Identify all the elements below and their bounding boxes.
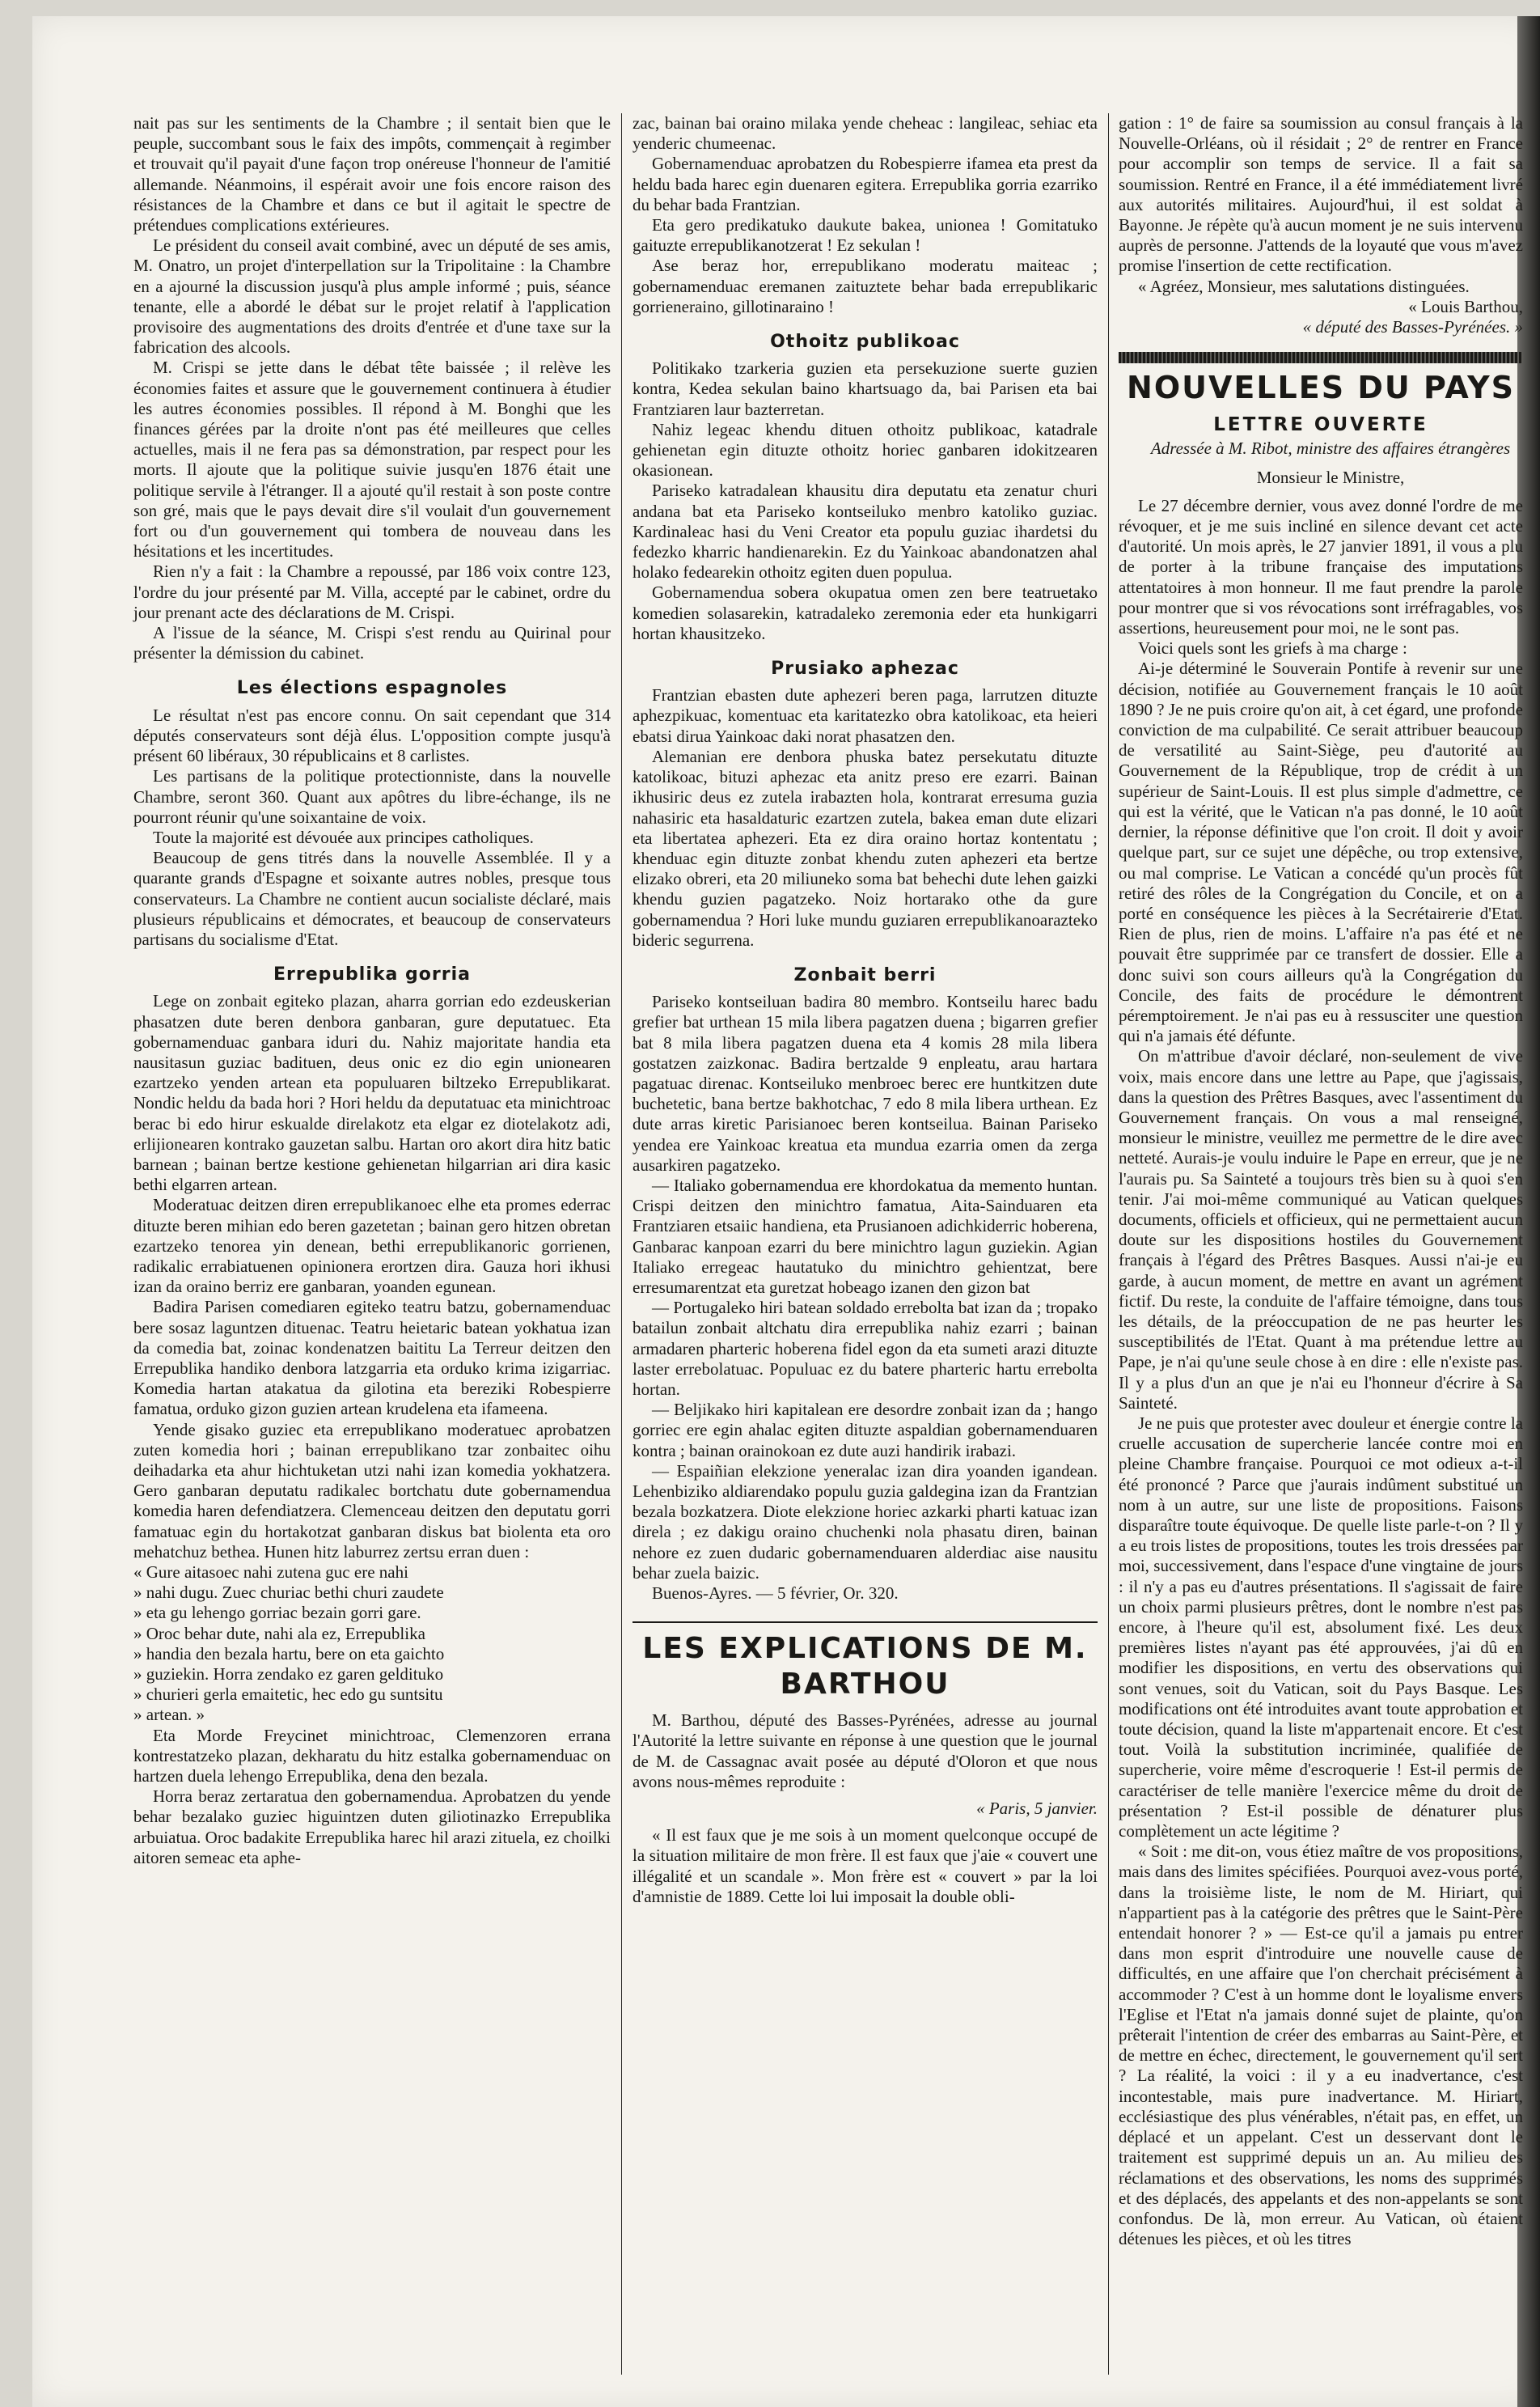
col2-para-15: — Espaiñian elekzione yeneralac izan dira yoanden igandean. Lehenbiziko aldiarendako populu guzia galdegina izan da Frantzian bezala bozkatzera. Diote elekzione horiec azkarki pharti katuac izan direla ; ez dakigu oraino chuchenki nola phasatu diren, bainan nehore ez zuen dudaric gobernamenduaren alderdiac aise nausitu behar zuela baizic. — [632, 1460, 1098, 1583]
col1-para-5: A l'issue de la séance, M. Crispi s'est rendu au Quirinal pour présenter la démission du cabinet. — [133, 623, 611, 663]
quote-line-6: » guziekin. Horra zendako ez garen geldituko — [133, 1664, 444, 1684]
col1-para-9: Beaucoup de gens titrés dans la nouvelle Assemblée. Il y a quarante grands d'Espagne et soixante autres nobles, presque tous conservateurs. La Chambre ne contient aucun socialiste déclaré, mais plusieurs républicains et démocrates, et beaucoup de conservateurs partisans du socialisme d'Etat. — [133, 848, 611, 949]
heading-errepublika-gorria: Errepublika gorria — [273, 964, 471, 985]
column-divider-1 — [621, 113, 622, 2375]
col2-para-7: Pariseko katradalean khausitu dira deputatu eta zenatur churi andana bat eta Pariseko kontseiluko menbro katoliko guziac. Kardinaleac hasi du Veni Creator eta populu guziac ihardetsi du fedezko kharric handienarekin. Ez du Yainkoac abandonatzen ahal holako fedearekin othoitz egiten duen populua. — [632, 481, 1098, 583]
col1-para-14: Eta Morde Freycinet minichtroac, Clemenzoren errana kontrestatzeko plazan, dekharatu du hitz estalka gobernamenduac on hartzen duela lehengo Errepublika, dena den bezala. — [133, 1725, 611, 1786]
heading-othoitz-publikoac: Othoitz publikoac — [770, 332, 960, 353]
col1-para-10: Lege on zonbait egiteko plazan, aharra gorrian edo ezdeuskerian phasatzen dute beren denbora ganbaran, gure deputatuec. Eta gobernamenduac ganbara iduri du. Nahiz majoritate handia eta nausitasun guziac badituen, deus onic ez dio egin unionearen ezartzeko yenden artean eta populuaren biltzeko Errepublikarat. Nondic heldu da bada hori ? Hori heldu da deputatuac eta minichtroac berac bi edo hirur eskualde direlakotz eta elgar ez diotelakotz adi, erlijionearen kontrako gauzetan salbu. Hartan oro akort dira hitz batic barnean ; bainan bertze kestione gehienetan hilgarrian ari dira kasic bethi elgarren artean. — [133, 991, 611, 1195]
col1-para-4: Rien n'y a fait : la Chambre a repoussé, par 186 voix contre 123, l'ordre du jour présenté par M. Villa, accepté par le cabinet, ordre du jour prenant acte des déclarations de M. Crispi. — [133, 561, 611, 622]
col3-para-3: Le 27 décembre dernier, vous avez donné l'ordre de me révoquer, et je me suis incliné en silence devant cet acte d'autorité. Un mois après, le 27 janvier 1891, il vous a plu de porter à la tribune française des imputations attentatoires à mon honneur. Il me faut prendre la parole pour montrer que si vos révocations sont irréfragables, vos assertions, heureusement pour moi, ne le sont pas. — [1119, 495, 1523, 638]
exchange-rate-line: Buenos-Ayres. — 5 février, Or. 320. — [652, 1583, 899, 1604]
column-1 — [133, 113, 611, 1868]
col3-para-2: « Agréez, Monsieur, mes salutations distinguées. — [1138, 276, 1470, 296]
col1-para-6: Le résultat n'est pas encore connu. On sait cependant que 314 députés conservateurs sont déjà élus. L'opposition compte jusqu'à présent 60 libéraux, 30 républicains et 8 carlistes. — [133, 705, 611, 766]
col2-para-2: Gobernamenduac aprobatzen du Robespierre ifamea eta prest da heldu bada harec egin duenaren egitera. Errepublika gorria ezarriko du behar bada Frantzian. — [632, 154, 1098, 214]
heading-explications-barthou: LES EXPLICATIONS DE M. BARTHOU — [632, 1621, 1098, 1702]
quote-line-1: « Gure aitasoec nahi zutena guc ere nahi — [133, 1562, 408, 1583]
col2-para-1: zac, bainan bai oraino milaka yende cheheac : langileac, sehiac eta yenderic chumeenac. — [632, 113, 1098, 154]
letter-dateline: « Paris, 5 janvier. — [976, 1799, 1098, 1819]
quote-line-8: » artean. » — [133, 1705, 205, 1725]
col1-para-13: Yende gisako guziec eta errepublikano moderatuec aprobatzen zuten komedia hori ; bainan errepublikano tzar zonbaitec oihu deihadarka eta ahur hichtuketan utzi nahi izan komedia yokhatzera. Gero ganbaran deputatu radikalec bortchatu dute gobernamendua komedia haren defendiatzera. Clemenceau deitzen den deputatu gorri famatuac egin du hortakotzat ganbaran diskus bat biolenta eta oro mehatchuz bethea. Hunen hitz laburrez zertsu erran duen : — [133, 1419, 611, 1562]
col2-para-4: Ase beraz hor, errepublikano moderatu maiteac ; gobernamenduac eremanen zaituztete behar bada errepublikaric gorrieneraino, gillotinaraino ! — [632, 256, 1098, 316]
col2-para-6: Nahiz legeac khendu dituen othoitz publikoac, katadrale gehienetan egin dituzte othoitz horiec ganbaren idokitzearen okasionean. — [632, 419, 1098, 481]
heading-nouvelles-du-pays: NOUVELLES DU PAYS — [1127, 370, 1515, 406]
col2-para-9: Frantzian ebasten dute aphezeri beren paga, larrutzen dituzte aphezpikuac, komentuac eta karitatezko obra katolikoac, eta heieri ebatsi dirua Yainkoac daki norat phasatzen den. — [632, 685, 1098, 746]
quote-line-3: » eta gu lehengo gorriac bezain gorri gare. — [133, 1603, 421, 1623]
heading-lettre-ouverte: LETTRE OUVERTE — [1213, 414, 1428, 436]
col1-para-15: Horra beraz zertaratua den gobernamendua. Aprobatzen du yende behar bezalako guziec higuintzen duten giliotinazko Errepublika arbuiatua. Oroc badakite Errepublika harec hil arazi zituela, ez choilki aitoren semeac eta aphe- — [133, 1786, 611, 1867]
quote-line-4: » Oroc behar dute, nahi ala ez, Errepublika — [133, 1623, 425, 1643]
col1-para-12: Badira Parisen comediaren egiteko teatru batzu, gobernamenduac bere sosaz laguntzen dituenac. Teatru heietaric batean yokhatua izan da comedia bat, zoinac kondenatzen baititu La Terreur deitzen den Errepublika handiko denbora latzgarria eta orduko krima izigarriac. Komedia hartan atakatua da gilotina eta bereziki Robespierre famatua, orduko gizon guzien artean krudelena eta ifameena. — [133, 1297, 611, 1419]
heading-elections-espagnoles: Les élections espagnoles — [236, 678, 508, 699]
col3-para-8: « Soit : me dit-on, vous étiez maître de vos propositions, mais dans des limites spécifiées. Pourquoi avez-vous porté, dans la troisième liste, le nom de M. Hiriart, qui n'appartient pas à la catégorie des prêtres que le Saint-Père entendait honorer ? » — Est-ce qu'il a jamais pu entrer dans mon esprit d'introduire une nouvelle cause de difficultés, en une affaire que l'on cherchait précisément à accommoder ? C'est à un homme dont le loyalisme envers l'Eglise et l'Etat n'a jamais donné sujet de plainte, qu'on prêterait l'intention de créer des embarras au Saint-Père, et de mettre en échec, directement, le gouvernement qu'il sert ? La réalité, la voici : il y a eu inadvertance, c'est incontestable, mais pure inadvertance. M. Hiriart, ecclésiastique des plus vénérables, n'était pas, en effet, un déplacé et un appelant. C'est un desservant dont le traitement est supprimé depuis un an. Au milieu des réclamations et des observations, les noms des supprimés et des déplacés, des appelants et des non-appelants se sont confondus. De là, mon erreur. Au Vatican, où étaient détenues les pièces, et où les titres — [1119, 1841, 1523, 2249]
col1-para-7: Les partisans de la politique protectionniste, dans la nouvelle Chambre, seront 360. Quant aux apôtres du libre-échange, ils ne pourront réunir qu'une soixantaine de voix. — [133, 766, 611, 827]
col2-para-10: Alemanian ere denbora phuska batez persekutatu dituzte katolikoac, bituzi aphezac eta anitz preso ere ezarri. Bainan ikhusiric deus ez zutela irabazten hola, kontrarat erresuma guzia nahasiric eta hasaldaturic ezartzen zutela, bakea eman dute elizari eta libertatea aphezeri. Eta ez dira oraino hortaz kontentatu ; khenduac egin dituzte zonbat khendu zuten aphezeri eta bertze elizako obreri, eta 20 miliuneko soma bat behechi dute lehen gaizki khendu guzien pagatzeko. Noiz hortarako othe da gure gobernamendua ? Hori luke mundu guziaren errepublikanoarazteko bideric segurrena. — [632, 746, 1098, 950]
col2-para-5: Politikako tzarkeria guzien eta persekuzione suerte guzien kontra, Kedea sekulan baino khartsuago da, bai Parisen eta bai Frantziaren laur bazterretan. — [632, 358, 1098, 419]
col2-para-16: M. Barthou, député des Basses-Pyrénées, adresse au journal l'Autorité la lettre suivante en réponse à une question que le journal de M. de Cassagnac avait posée au député d'Oloron et que nous avons nous-mêmes reproduite : — [632, 1710, 1098, 1791]
col2-para-3: Eta gero predikatuko daukute bakea, unionea ! Gomitatuko gaituzte errepublikanotzerat ! Ez sekulan ! — [632, 215, 1098, 256]
column-divider-2 — [1108, 113, 1109, 2375]
col3-para-4: Voici quels sont les griefs à ma charge : — [1138, 638, 1407, 659]
col1-para-2: Le président du conseil avait combiné, avec un député de ses amis, M. Onatro, un projet d'interpellation sur la Tripolitaine : la Chambre en a ajourné la discussion jusqu'à plus ample informé ; puis, séance tenante, elle a abordé le débat sur le projet relatif à l'application provisoire des augmentations des droits d'entrée et d'une taxe sur la fabrication des alcools. — [133, 235, 611, 358]
col2-para-17: « Il est faux que je me sois à un moment quelconque occupé de la situation militaire de mon frère. Il est faux que j'aie « couvert une illégalité et un scandale ». Mon frère est « couvert » par la loi d'amnistie de 1889. Cette loi lui imposait la double obli- — [632, 1825, 1098, 1906]
quote-line-7: » churieri gerla emaitetic, hec edo gu suntsitu — [133, 1684, 443, 1705]
signature-title: « député des Basses-Pyrénées. » — [1302, 317, 1523, 337]
heading-zonbait-berri: Zonbait berri — [793, 964, 937, 985]
signature-name: « Louis Barthou, — [1408, 296, 1523, 316]
quote-line-5: » handia den bezala hartu, bere on eta gaichto — [133, 1643, 445, 1663]
col2-para-12: — Italiako gobernamendua ere khordokatua da memento huntan. Crispi deitzen den minichtro famatua, Aita-Sainduaren eta Frantziaren etsaiic handiena, eta Prusianoen adichkiderric hoberena, Ganbarac kanpoan ezarri du bere minichtro lagun guziekin. Agian Italiako erregeac hautatuko du minichtro gehientzat, bere erresumarentzat eta guretzat hobeago izanen den gizon bat — [632, 1175, 1098, 1297]
quote-line-2: » nahi dugu. Zuec churiac bethi churi zaudete — [133, 1583, 444, 1603]
col3-para-7: Je ne puis que protester avec douleur et énergie contre la cruelle accusation de supercherie lancée contre moi en pleine Chambre française. Pourquoi ce mot odieux a-t-il été prononcé ? Parce que j'aurais indûment substitué un nom à un autre, sur une liste de propositions. Faisons disparaître toute équivoque. De quelle liste parle-t-on ? Il y a eu trois listes de propositions, toutes les trois dressées par moi, successivement, dans l'espace d'une vingtaine de jours : il n'y a pas eu d'autres présentations. Il s'agissait de faire un choix parmi plusieurs prêtres, dont le nombre n'est pas encore, à l'heure qu'il est, absolument fixé. Les deux premières listes n'ayant pas été approuvées, j'ai dû en modifier les dispositions, en vertu des observations qui sont venues, soit du Vatican, soit du Pays Basque. Les modifications ont été introduites avant toute approbation et toute décision, quand la liste m'appartenait encore. Et c'est tout. Voilà la substitution incriminée, qualifiée de supercherie, voire même d'escroquerie ! Est-il permis de caractériser de telle manière l'exercice même du droit de présentation ? Est-il possible de dénaturer plus complètement un acte légitime ? — [1119, 1413, 1523, 1841]
col1-para-1: nait pas sur les sentiments de la Chambre ; il sentait bien que le peuple, succombant sous le faix des impôts, commençait à regimber et trouvait qu'il payait d'une façon trop onéreuse l'honneur de l'amitié allemande. Néanmoins, il espérait avoir une fois encore raison des résistances de la Chambre et dans ce but il agitait le spectre de prétendues complications extérieures. — [133, 113, 611, 235]
col3-para-5: Ai-je déterminé le Souverain Pontife à revenir sur une décision, notifiée au Gouvernement français le 10 août 1890 ? Je ne puis croire qu'on ait, à cet égard, une profonde conviction de ma culpabilité. Ce serait attribuer beaucoup de versatilité au Saint-Siège, peu d'autorité au Gouvernement de la République, trop de crédit à un supérieur de Saint-Louis. Il est plus simple d'admettre, ce qui est la vérité, que le Vatican n'a pas donné, le 10 août dernier, la réponse définitive que l'on croit. Il doit y avoir quelque part, sur ce sujet une dépêche, ou trop extensive, ou mal comprise. Le Vatican a concédé qu'un procès fût retiré des rôles de la Congrégation du Concile, et on a porté en conséquence les pièces à la Secrétairerie d'Etat. Rien de plus, rien de moins. L'affaire n'a pas été et ne pouvait être supprimée par ce transfert de dossier. Elle a donc suivi son cours ailleurs qu'à la Congrégation du Concile, des faits de procédure le démontrent péremptoirement. Je n'ai pas eu à ressusciter une question qui n'a jamais été défunte. — [1119, 659, 1523, 1046]
newspaper-page — [32, 16, 1540, 2407]
col2-para-13: — Portugaleko hiri batean soldado errebolta bat izan da ; tropako batailun zonbait altchatu dira errepublika nahiz ezarri ; bainan armadaren pharteric hoberena fidel egon da eta sumeti arazi dituzte laster errebolatuac. Populuac ez du batere pharteric hartu errebolta hortan. — [632, 1298, 1098, 1399]
col1-para-3: M. Crispi se jette dans le débat tête baissée ; il relève les économies faites et assure que le gouvernement continuera à étudier les autres économies possibles. Il répond à M. Bonghi que les finances gérées par la droite n'ont pas été meilleures que celles actuelles, mais il ne fera pas sa démonstration, par respect pour les morts. Il ajoute que la politique suivie jusqu'en 1876 était une politique servile à l'étranger. Il a ajouté qu'il restait à son poste contre son gré, mais que le pays devait dire s'il voulait d'un gouvernement fort ou d'un gouvernement qui tombera de nouveau dans les hésitations et les incertitudes. — [133, 358, 611, 561]
col1-para-11: Moderatuac deitzen diren errepublikanoec elhe eta promes ederrac dituzte beren mihian edo beren gazetetan ; bainan gero hitzen obretan ezartzeko tenorea yin denean, bethi errepublikanoric gorrienen, radikalic errabiatuenen opinionera erortzen dira. Gauza hori ikhusi izan da oraino berriz ere ganbaran, yoanden egunean. — [133, 1195, 611, 1297]
column-3 — [1119, 113, 1523, 2249]
column-2 — [632, 113, 1098, 1907]
heading-prusiako-aphezac: Prusiako aphezac — [771, 659, 959, 680]
col3-para-1: gation : 1° de faire sa soumission au consul français à la Nouvelle-Orléans, où il résidait ; 2° de rentrer en France pour accomplir son temps de service. Il a fait sa soumission. Rentré en France, il a été immédiatement livré aux autorités militaires. Aujourd'hui, il est soldat à Bayonne. Je répète qu'à aucun moment je ne suis intervenu auprès de personne. J'attends de la loyauté que vous m'avez promise l'insertion de cette rectification. — [1119, 113, 1523, 276]
col1-para-8: Toute la majorité est dévouée aux principes catholiques. — [153, 827, 534, 847]
letter-salutation: Monsieur le Ministre, — [1256, 467, 1405, 487]
col2-para-11: Pariseko kontseiluan badira 80 membro. Kontseilu harec badu grefier bat urthean 15 mila libera pagatzen duena ; bigarren grefier bat 8 mila libera pagatzen duena eta 4 komis 28 mila libera gostatzen zaizkonac. Badira bertzalde 9 enpleatu, arau hartara pagatuac direnac. Kontseiluko menbroec berec ere huntkitzen dute buchetetic, bana bertze bakhotchac, 7 edo 8 mila libera urthean. Ez dute arras kiretic Parisianoec beren kontseilua. Bainan Pariseko yendea ere Yainkoac kreatua eta mundua ezarria omen da zerga ausarkiren pagatzeko. — [632, 992, 1098, 1175]
section-separator — [1119, 352, 1523, 363]
col2-para-8: Gobernamendua sobera okupatua omen zen bere teatruetako komedien solasarekin, katradaleko zeremonia eder eta hunkigarri hortan khausitzeko. — [632, 583, 1098, 643]
letter-addressee: Adressée à M. Ribot, ministre des affaires étrangères — [1150, 439, 1511, 459]
col3-para-6: On m'attribue d'avoir déclaré, non-seulement de vive voix, mais encore dans une lettre au Pape, que j'agissais, dans la question des Prêtres Basques, avec l'assentiment du Gouvernement français. On vous a mal renseigné, monsieur le ministre, veuillez me permettre de le dire avec netteté. Aurais-je voulu induire le Pape en erreur, que je ne l'aurais pu. Sa Sainteté a toujours très bien su à quoi s'en tenir. J'ai moi-même communiqué au Vatican quelques documents, officiels et officieux, qui ne permettaient aucun doute sur les dispositions hostiles du Gouvernement français à l'égard des Prêtres Basques. Aussi n'ai-je eu garde, à aucun moment, de mettre en avant un agrément fictif. Du reste, la conduite de l'affaire témoigne, dans tous les détails, de la préoccupation de ne pas heurter les susceptibilités de l'Etat. Quant à ma prétendue lettre au Pape, je n'ai qu'une seule chose à en dire : elle n'existe pas. Il y a plus d'un an que je n'ai eu l'honneur d'écrire à Sa Sainteté. — [1119, 1046, 1523, 1413]
col2-para-14: — Beljikako hiri kapitalean ere desordre zonbait izan da ; hango gorriec ere egin ahalac egiten dituzte aspaldian gobernamenduaren kontra ; bainan orainokoan ez dute auzi handirik irabazi. — [632, 1400, 1098, 1460]
